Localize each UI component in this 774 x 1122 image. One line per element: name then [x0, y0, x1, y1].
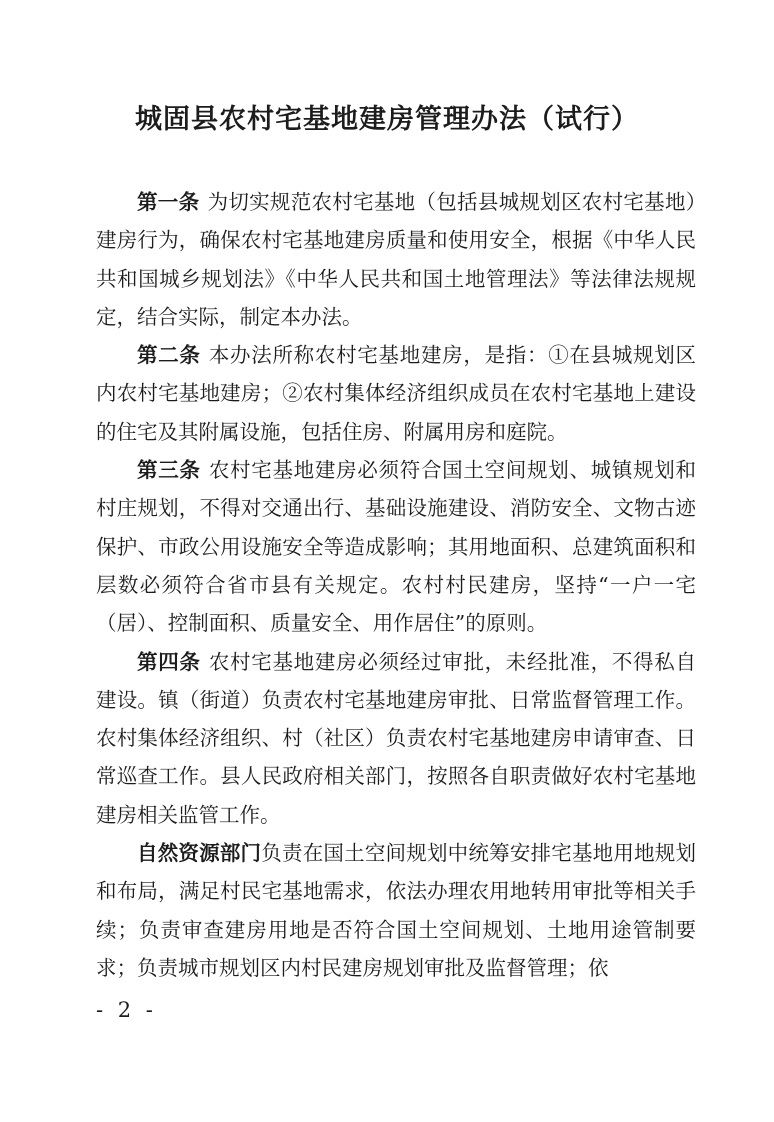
natural-resources-lead: 自然资源部门 — [137, 841, 262, 866]
article-2 — [96, 336, 696, 451]
article-1 — [96, 183, 696, 336]
article-4-lead: 第四条 — [137, 649, 201, 674]
article-2-lead: 第二条 — [137, 343, 201, 368]
article-1-lead: 第一条 — [137, 190, 200, 214]
article-3-text: 农村宅基地建房必须符合国土空间规划、城镇规划和村庄规划，不得对交通出行、基础设施建设、消防安全、文物古迹保护、市政公用设施安全等造成影响；其用地面积、总建筑面积和层数必须符合省市县有关规定。农村村民建房，坚持“一户一宅（居）、控制面积、质量安全、用作居住”的原则。 — [96, 458, 697, 636]
page-number: - 2 - — [96, 998, 157, 1022]
natural-resources-paragraph — [96, 834, 696, 987]
article-2-text: 本办法所称农村宅基地建房，是指：①在县城规划区内农村宅基地建房；②农村集体经济组织成员在农村宅基地上建设的住宅及其附属设施，包括住房、附属用房和庭院。 — [96, 343, 697, 444]
natural-resources-text: 负责在国土空间规划中统筹安排宅基地用地规划和布局，满足村民宅基地需求，依法办理农用地转用审批等相关手续；负责审查建房用地是否符合国土空间规划、土地用途管制要求；负责城市规划区内村民建房规划审批及监督管理；依 — [96, 841, 697, 980]
article-4 — [96, 643, 696, 834]
article-4-text: 农村宅基地建房必须经过审批，未经批准，不得私自建设。镇（街道）负责农村宅基地建房审批、日常监督管理工作。农村集体经济组织、村（社区）负责农村宅基地建房申请审查、日常巡查工作。县人民政府相关部门，按照各自职责做好农村宅基地建房相关监管工作。 — [96, 649, 697, 827]
article-3 — [96, 451, 696, 642]
document-body — [96, 183, 696, 987]
article-3-lead: 第三条 — [137, 458, 201, 483]
document-title: 城固县农村宅基地建房管理办法（试行） — [135, 104, 639, 135]
article-1-text: 为切实规范农村宅基地（包括县城规划区农村宅基地）建房行为，确保农村宅基地建房质量和使用安全，根据《中华人民共和国城乡规划法》《中华人民共和国土地管理法》等法律法规规定，结合实际，制定本办法。 — [96, 190, 697, 329]
